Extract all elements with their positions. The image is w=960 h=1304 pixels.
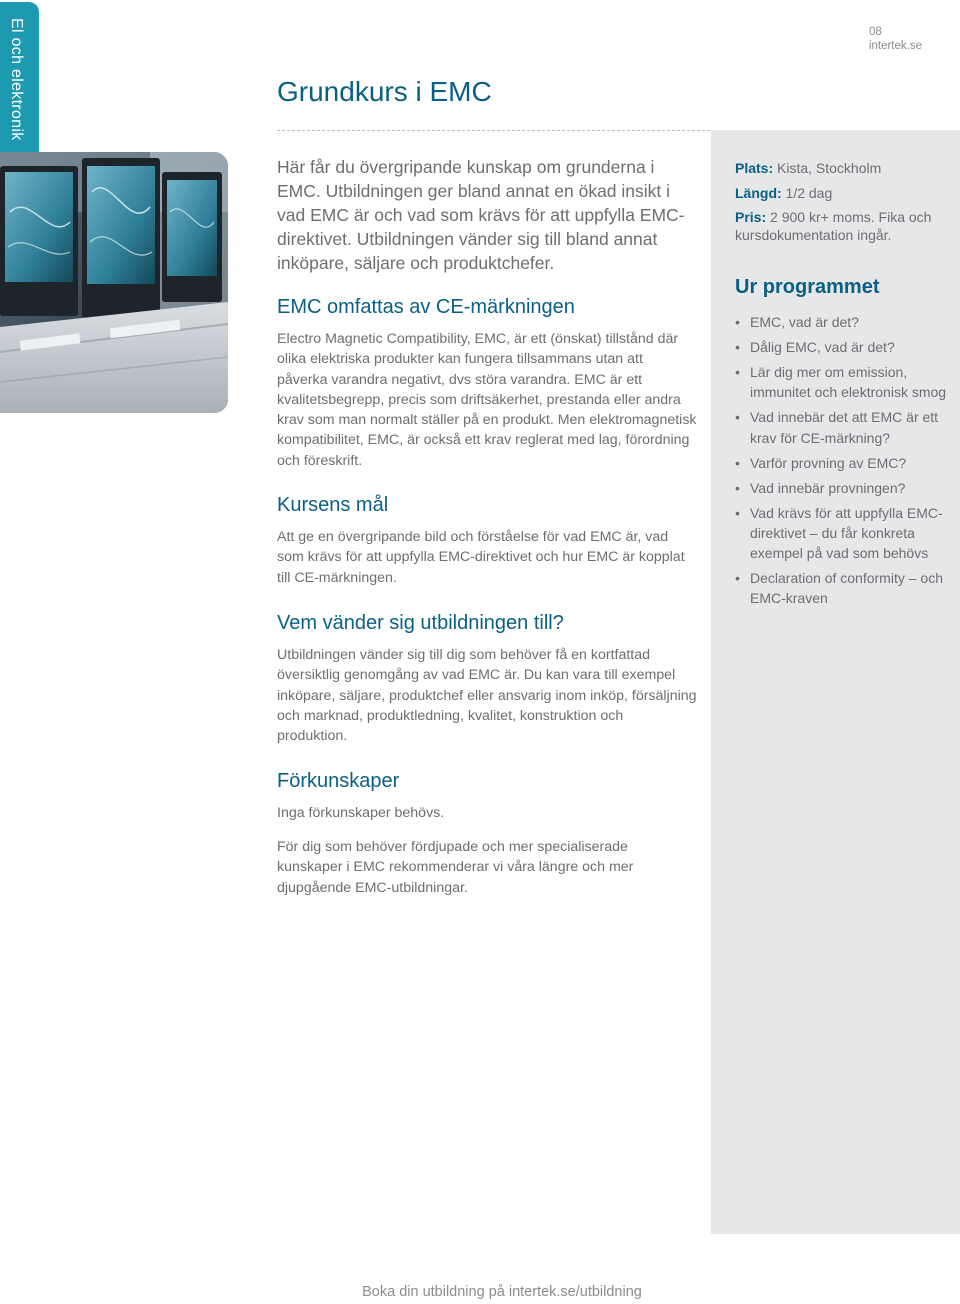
program-item: • Dålig EMC, vad är det?: [735, 337, 950, 357]
program-list: [735, 312, 950, 613]
section-tab-label: El och elektronik: [8, 18, 25, 141]
section-tab: [0, 2, 39, 163]
program-item: • EMC, vad är det?: [735, 312, 950, 332]
program-item: • Varför provning av EMC?: [735, 453, 950, 473]
section-heading-prerequisites: Förkunskaper: [277, 770, 400, 792]
program-item: • Lär dig mer om emission, immunitet och elektronisk smog: [735, 362, 950, 403]
section-text-goal: Att ge en övergripande bild och förståelse för vad EMC är, vad som krävs för att uppfylla EMC-direktivet och hur EMC är kopplat till CE-märkningen.: [277, 529, 685, 586]
section-text-emc: Electro Magnetic Compatibility, EMC, är ett (önskat) tillstånd där olika elektriska produkter kan fungera tillsammans utan att påverka varandra negativt, dvs störa varandra. EMC är ett kvalitetsbegrepp, precis som driftsäkerhet, prestanda eller andra krav som man normalt ställer på en produkt. Men elektromagnetisk kompatibilitet, EMC, är också ett krav reglerat med lag, förordning och föreskrift.: [277, 331, 697, 469]
program-item: • Vad innebär det att EMC är ett krav för CE-märkning?: [735, 407, 950, 448]
info-price: [735, 208, 950, 244]
program-item: • Declaration of conformity – och EMC-kraven: [735, 568, 950, 609]
page-number: 08: [868, 26, 882, 38]
info-price-label: Pris:: [735, 209, 767, 225]
section-text-audience: Utbildningen vänder sig till dig som behöver få en kortfattad översiktlig genomgång av vad EMC är. Du kan vara till exempel inköpare, säljare, produktchef eller ansvarig inom inköp, försäljning och marknad, produktledning, kvalitet, konstruktion och produktion.: [277, 647, 697, 745]
info-location: [735, 159, 950, 177]
info-duration: [735, 184, 950, 202]
monitors-photo: [0, 152, 228, 413]
section-heading-emc: EMC omfattas av CE-märkningen: [277, 296, 575, 318]
program-item: • Vad krävs för att uppfylla EMC-direktivet – du får konkreta exempel på vad som behövs: [735, 503, 950, 564]
section-text-prerequisites-extra: För dig som behöver fördjupade och mer specialiserade kunskaper i EMC rekommenderar vi våra längre och mer djupgående EMC-utbildningar.: [277, 839, 634, 896]
info-location-label: Plats:: [735, 160, 774, 176]
page-title: Grundkurs i EMC: [277, 76, 492, 107]
info-duration-value: 1/2 dag: [785, 185, 833, 201]
intro-paragraph: Här får du övergripande kunskap om grunderna i EMC. Utbildningen ger bland annat en ökad insikt i vad EMC är och vad som krävs för att uppfylla EMC-direktivet. Utbildningen vänder sig till bland annat inköpare, säljare och produktchefer.: [277, 157, 685, 273]
page-number-block: [869, 25, 922, 53]
info-duration-label: Längd:: [735, 185, 782, 201]
page-site: intertek.se: [868, 40, 922, 52]
info-price-value: 2 900 kr+ moms. Fika och kursdokumentation ingår.: [735, 209, 932, 243]
section-text-prerequisites: Inga förkunskaper behövs.: [277, 805, 445, 821]
info-location-value: Kista, Stockholm: [777, 160, 882, 176]
section-heading-audience: Vem vänder sig utbildningen till?: [277, 612, 564, 634]
program-item: • Vad innebär provningen?: [735, 478, 950, 498]
program-title: Ur programmet: [735, 276, 880, 298]
footer-booking-link[interactable]: Boka din utbildning på intertek.se/utbildning: [362, 1284, 642, 1300]
section-heading-goal: Kursens mål: [277, 494, 389, 516]
